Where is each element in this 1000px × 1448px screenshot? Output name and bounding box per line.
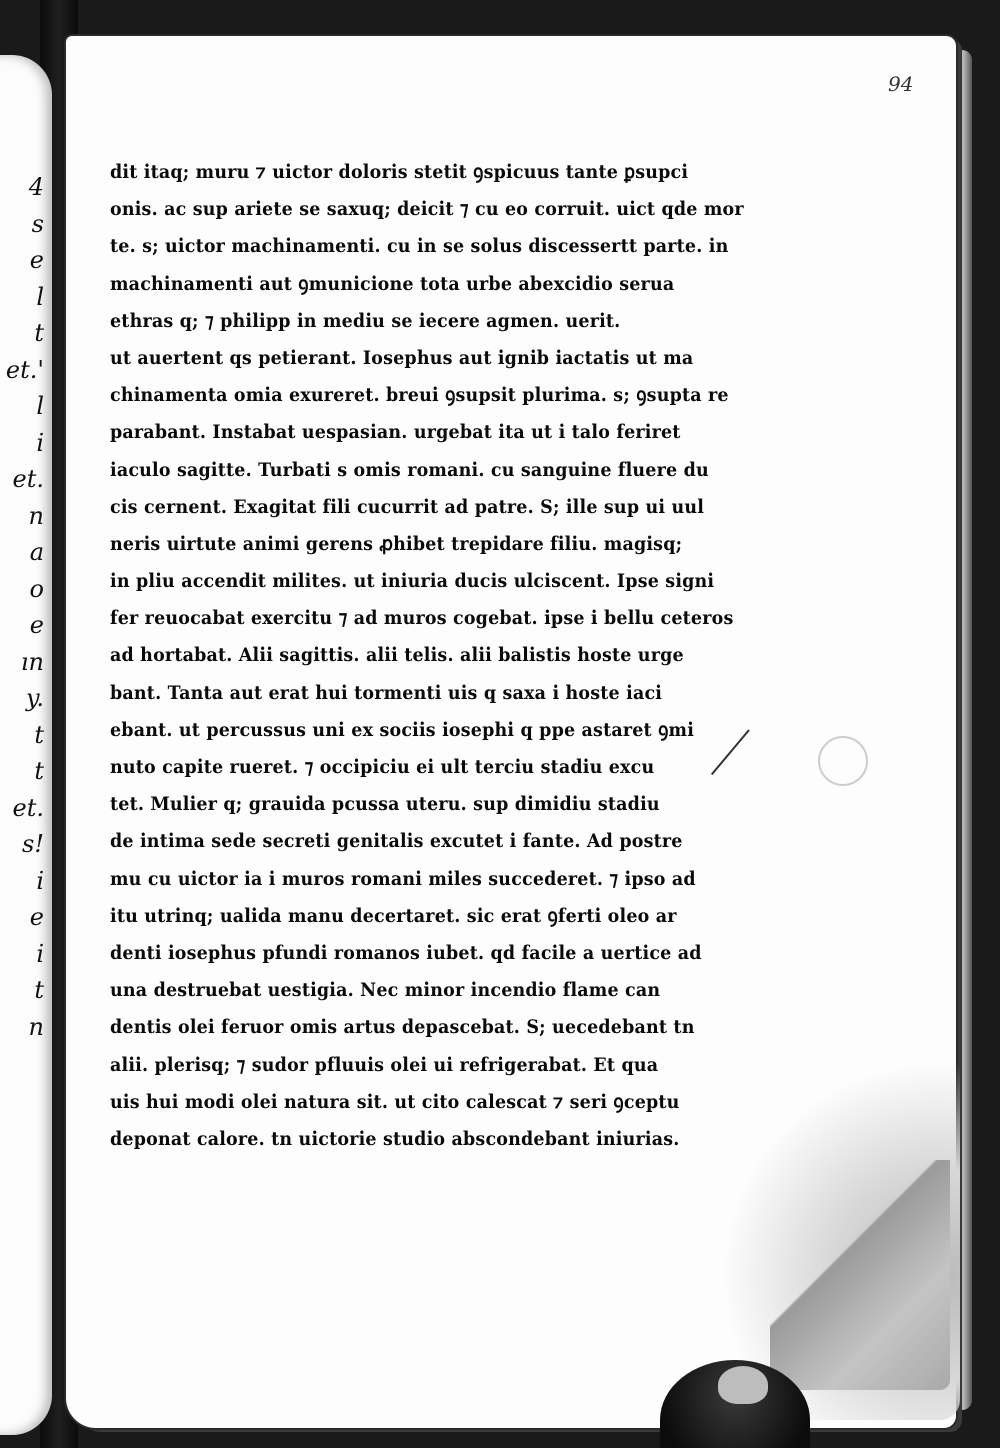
left-page-fragment: l [36, 392, 44, 420]
manuscript-text-block [110, 154, 750, 1158]
left-page-fragment: y. [26, 684, 44, 712]
manuscript-line: chinamenta omia exureret. breui ꝯsupsit plurima. s; ꝯsupta re [110, 384, 729, 407]
left-page-fragment: et. [12, 465, 44, 493]
manuscript-line: de intima sede secreti genitalis excutet i fante. Ad postre [110, 830, 683, 853]
manuscript-line: dit itaq; muru ⁊ uictor doloris stetit ꝯspicuus tante ꝑsupci [110, 161, 689, 183]
manuscript-line: dentis olei feruor omis artus depascebat. S; uecedebant tn [110, 1016, 695, 1039]
manuscript-line: bant. Tanta aut erat hui tormenti uis q saxa i hoste iaci [110, 681, 663, 704]
left-facing-page [0, 55, 52, 1435]
left-page-fragment: e [29, 246, 44, 274]
left-page-fragment: a [29, 538, 44, 566]
left-page-fragment: n [28, 501, 44, 530]
manuscript-line: cis cernent. Exagitat fili cucurrit ad patre. S; ille sup ui uul [110, 495, 705, 518]
left-page-fragment: n [28, 1012, 44, 1041]
manuscript-line: neris uirtute animi gerens ꝓhibet trepidare filiu. magisq; [110, 532, 683, 555]
left-page-fragment: t [34, 976, 44, 1004]
manuscript-line: ad hortabat. Alii sagittis. alii telis. alii balistis hoste urge [110, 644, 684, 667]
left-page-fragment: s [31, 209, 44, 238]
manuscript-line: mu cu uictor ia i muros romani miles succederet. ⁊ ipso ad [110, 867, 696, 890]
folio-number: 94 [888, 72, 914, 96]
manuscript-line: itu utrinq; ualida manu decertaret. sic erat ꝯferti oleo ar [110, 904, 677, 927]
left-page-fragment: e [29, 611, 44, 639]
manuscript-line: nuto capite rueret. ⁊ occipiciu ei ult terciu stadiu excu [110, 756, 655, 778]
manuscript-line: alii. plerisq; ⁊ sudor pfluuis olei ui refrigerabat. Et qua [110, 1053, 659, 1076]
left-page-fragment: 4 [28, 173, 44, 201]
left-page-fragment: i [36, 428, 44, 457]
manuscript-line: ethras q; ⁊ philipp in mediu se iecere agmen. uerit. [110, 309, 621, 332]
manuscript-line: in pliu accendit milites. ut iniuria ducis ulciscent. Ipse signi [110, 570, 715, 593]
left-page-fragment: t [34, 757, 44, 785]
manuscript-line: fer reuocabat exercitu ⁊ ad muros cogebat. ipse i bellu ceteros [110, 607, 734, 630]
manuscript-line: tet. Mulier q; grauida pcussa uteru. sup dimidiu stadiu [110, 793, 660, 816]
left-page-fragment: et. [12, 793, 44, 822]
left-page-fragment: o [29, 574, 44, 603]
left-page-fragment: i [36, 939, 44, 968]
manuscript-line: deponat calore. tn uictorie studio abscondebant iniurias. [110, 1127, 680, 1150]
left-page-fragment: et.' [5, 355, 44, 384]
manuscript-line: parabant. Instabat uespasian. urgebat ita ut i talo feriret [110, 421, 681, 444]
left-page-fragment: i [36, 866, 44, 895]
page-corner-fold [770, 1160, 950, 1390]
manuscript-line: ut auertent qs petierant. Iosephus aut ignib iactatis ut ma [110, 346, 694, 369]
circular-stain [818, 736, 868, 786]
left-page-fragment: t [34, 720, 44, 749]
manuscript-line: ebant. ut percussus uni ex sociis iosephi q ppe astaret ꝯmi [110, 718, 695, 741]
manuscript-line: te. s; uictor machinamenti. cu in se solus discessertt parte. in [110, 235, 729, 258]
thumbnail-nail [718, 1366, 768, 1404]
left-page-fragment: l [36, 282, 44, 311]
left-page-fragment: e [29, 903, 44, 931]
manuscript-line: iaculo sagitte. Turbati s omis romani. cu sanguine fluere du [110, 458, 709, 481]
manuscript-line: machinamenti aut ꝯmunicione tota urbe abexcidio serua [110, 272, 675, 295]
manuscript-line: una destruebat uestigia. Nec minor incendio flame can [110, 979, 661, 1002]
left-page-fragment: ın [20, 647, 44, 676]
left-page-fragment: t [34, 319, 44, 347]
left-page-fragment: s! [22, 830, 44, 858]
manuscript-line: denti iosephus pfundi romanos iubet. qd facile a uertice ad [110, 941, 702, 964]
manuscript-line: onis. ac sup ariete se saxuq; deicit ⁊ cu eo corruit. uict qde mor [110, 198, 744, 221]
manuscript-line: uis hui modi olei natura sit. ut cito calescat ⁊ seri ꝯceptu [110, 1090, 680, 1113]
